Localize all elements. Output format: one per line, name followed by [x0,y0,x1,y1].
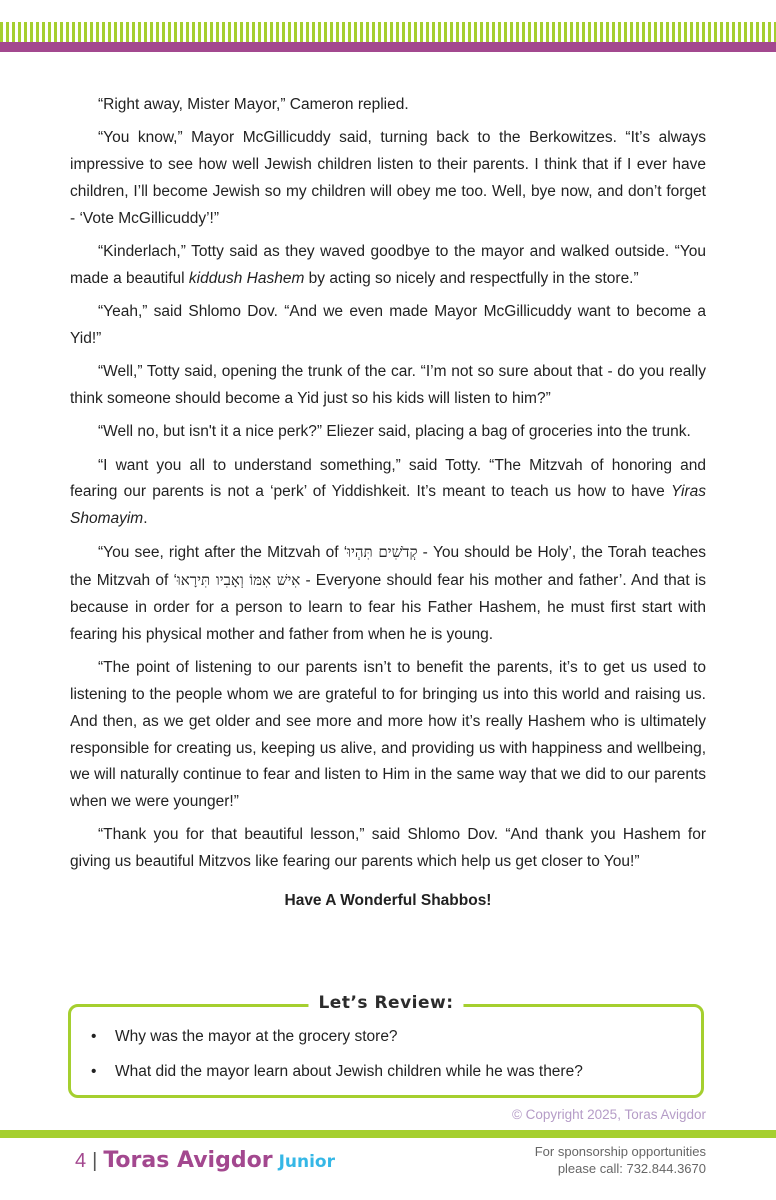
copyright-notice: © Copyright 2025, Toras Avigdor [511,1107,706,1122]
paragraph: “The point of listening to our parents isn’t to benefit the parents, it’s to get us used to listening to the people whom we are grateful to for bringing us into this world and raising us. And then, as we get older and see more and more how it’s really Hashem who is ultimately responsible for creating us, keeping us alive, and providing us with happiness and wellbeing, we will naturally continue to fear and listen to Him in the same way that we did to our parents when we were younger!” [70,659,706,811]
paragraph: “Right away, Mister Mayor,” Cameron replied. [98,96,409,113]
sponsorship-line: For sponsorship opportunities [534,1144,706,1159]
review-title: Let’s Review: [308,993,463,1013]
page-number: 4 [75,1150,87,1172]
italic-term: kiddush Hashem [188,269,305,287]
text-run: “You see, right after the Mitzvah of ‘ [98,544,348,562]
review-box [68,993,704,1098]
paragraph: “Well,” Totty said, opening the trunk of the car. “I’m not so sure about that - do you really think someone should become a Yid just so his kids will listen to him?” [70,363,706,407]
paragraph: “Well no, but isn't it a nice perk?” Eliezer said, placing a bag of groceries into the trunk. [98,423,691,441]
list-item [87,1027,583,1047]
brand-logo-text: Toras Avigdor [103,1148,273,1173]
question-text: Why was the mayor at the grocery store? [115,1028,398,1045]
paragraph: “You know,” Mayor McGillicuddy said, turning back to the Berkowitzes. “It’s always impressive to see how well Jewish children listen to their parents. I think that if I ever have children, I’ll become Jewish so my children will obey me too. Well, bye now, and don’t forget - ‘Vote McGillicuddy’!” [70,129,706,227]
top-stripe-decoration [0,22,776,42]
separator: | [92,1150,98,1172]
bullet-icon: • [91,1063,97,1080]
sponsorship-phone: please call: 732.844.3670 [557,1161,706,1176]
closing-greeting: Have A Wonderful Shabbos! [284,892,492,910]
text-run: “Kinderlach,” Totty said as they waved goodbye to the mayor and walked outside. “You made a beautiful [70,242,706,287]
paragraph [70,239,706,293]
sponsorship-info [535,1143,706,1177]
hebrew-quote: קְדֹשִׁים תִּהְיוּ [347,543,418,562]
list-item [87,1062,583,1082]
italic-term: Yiras Shomayim [70,483,706,528]
text-run: “I want you all to understand something,” said Totty. “The Mitzvah of honoring and fearing our parents is not a ‘perk’ of Yiddishkeit. It’s meant to teach us how to have [70,456,706,501]
paragraph [70,453,706,533]
paragraph: “Thank you for that beautiful lesson,” said Shlomo Dov. “And thank you Hashem for giving us beautiful Mitzvos like fearing our parents which help us get closer to You!” [70,826,706,871]
paragraph [70,539,706,648]
text-run: by acting so nicely and respectfully in the store.” [304,269,639,287]
bullet-icon: • [91,1028,97,1045]
text-run: - You should be Holy’, the Torah teaches the Mitzvah of ‘ [70,544,706,590]
review-questions [87,1027,583,1097]
story-text [70,92,706,910]
text-run: . [143,510,148,528]
text-run: - Everyone should fear his mother and father’. And that is because in order for a person to learn to fear his Father Hashem, he must first start with fearing his physical mother and father from when he is young. [70,572,707,643]
top-bar [0,42,776,52]
brand-sub-text: Junior [278,1152,335,1172]
hebrew-quote: אִישׁ אִמּוֹ וְאָבִיו תִּירָאוּ [176,571,301,590]
question-text: What did the mayor learn about Jewish children while he was there? [115,1063,583,1080]
footer-brand [75,1148,335,1172]
paragraph: “Yeah,” said Shlomo Dov. “And we even made Mayor McGillicuddy want to become a Yid!” [70,303,706,347]
bottom-bar [0,1130,776,1138]
